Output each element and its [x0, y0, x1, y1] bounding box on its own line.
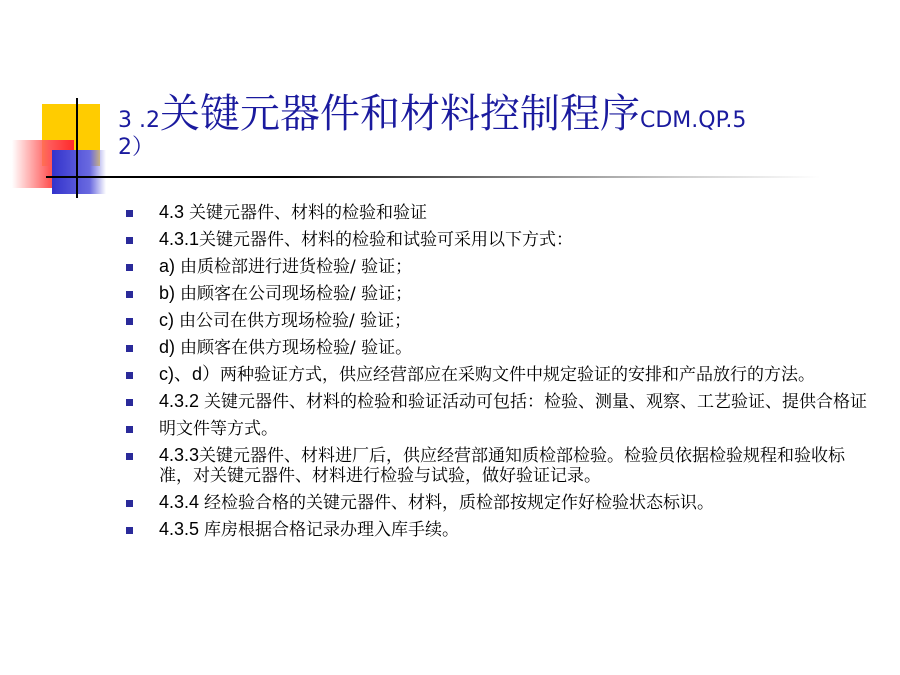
item-text: 经检验合格的关键元器件、材料，质检部按规定作好检验状态标识。 [204, 493, 715, 513]
list-item [126, 283, 871, 304]
list-item [126, 391, 871, 412]
bullet-icon [126, 291, 133, 298]
list-item [126, 256, 871, 277]
item-text: 关键元器件、材料的检验和验证 [189, 203, 428, 223]
logo-vertical-line [76, 98, 78, 198]
item-text: 库房根据合格记录办理入库手续。 [204, 520, 460, 540]
item-number: a) [159, 256, 181, 276]
item-number: c)、d） [159, 364, 221, 384]
item-text: 由质检部进行进货检验/ 验证； [180, 257, 413, 277]
item-text: 由公司在供方现场检验/ 验证； [179, 311, 412, 331]
list-item [126, 445, 871, 486]
bullet-icon [126, 453, 133, 460]
bullet-icon [126, 264, 133, 271]
item-text: 关键元器件、材料进厂后，供应经营部通知质检部检验。检验员依据检验规程和验收标准，对关键元器件、材料进行检验与试验，做好验证记录。 [159, 446, 846, 486]
list-item [126, 310, 871, 331]
title-main: 关键元器件和材料控制程序 [159, 91, 640, 137]
bullet-icon [126, 210, 133, 217]
bullet-icon [126, 372, 133, 379]
item-number: 4.3.2 [159, 391, 205, 411]
list-item [126, 519, 871, 540]
list-item [126, 418, 871, 439]
bullet-list [126, 202, 871, 546]
item-text: 明文件等方式。 [159, 419, 278, 439]
title-suffix: CDM.QP.5 [639, 108, 747, 133]
item-text: 关键元器件、材料的检验和试验可采用以下方式： [199, 230, 574, 250]
list-item [126, 492, 871, 513]
list-item [126, 202, 871, 223]
bullet-icon [126, 345, 133, 352]
slide-title [118, 82, 838, 139]
bullet-icon [126, 237, 133, 244]
title-underline [108, 176, 820, 178]
item-number: 4.3.5 [159, 519, 205, 539]
title-prefix: 3 .2 [118, 108, 160, 133]
item-number: 4.3.1 [159, 229, 200, 249]
item-text: 由顾客在供方现场检验/ 验证。 [180, 338, 413, 358]
list-item [126, 337, 871, 358]
item-number: b) [159, 283, 181, 303]
bullet-icon [126, 500, 133, 507]
logo-blue-block [52, 150, 106, 194]
item-number: 4.3.4 [159, 492, 205, 512]
bullet-icon [126, 527, 133, 534]
item-number: d) [159, 337, 181, 357]
bullet-icon [126, 399, 133, 406]
item-text: 关键元器件、材料的检验和验证活动可包括：检验、测量、观察、工艺验证、提供合格证 [204, 392, 868, 412]
item-text: 两种验证方式，供应经营部应在采购文件中规定验证的安排和产品放行的方法。 [220, 365, 816, 385]
list-item [126, 364, 871, 385]
bullet-icon [126, 426, 133, 433]
item-number: 4.3 [159, 202, 190, 222]
item-number: 4.3.3 [159, 445, 200, 465]
title-line-2: 2） [118, 135, 154, 160]
list-item [126, 229, 871, 250]
item-text: 由顾客在公司现场检验/ 验证； [180, 284, 413, 304]
item-number: c) [159, 310, 179, 330]
bullet-icon [126, 318, 133, 325]
